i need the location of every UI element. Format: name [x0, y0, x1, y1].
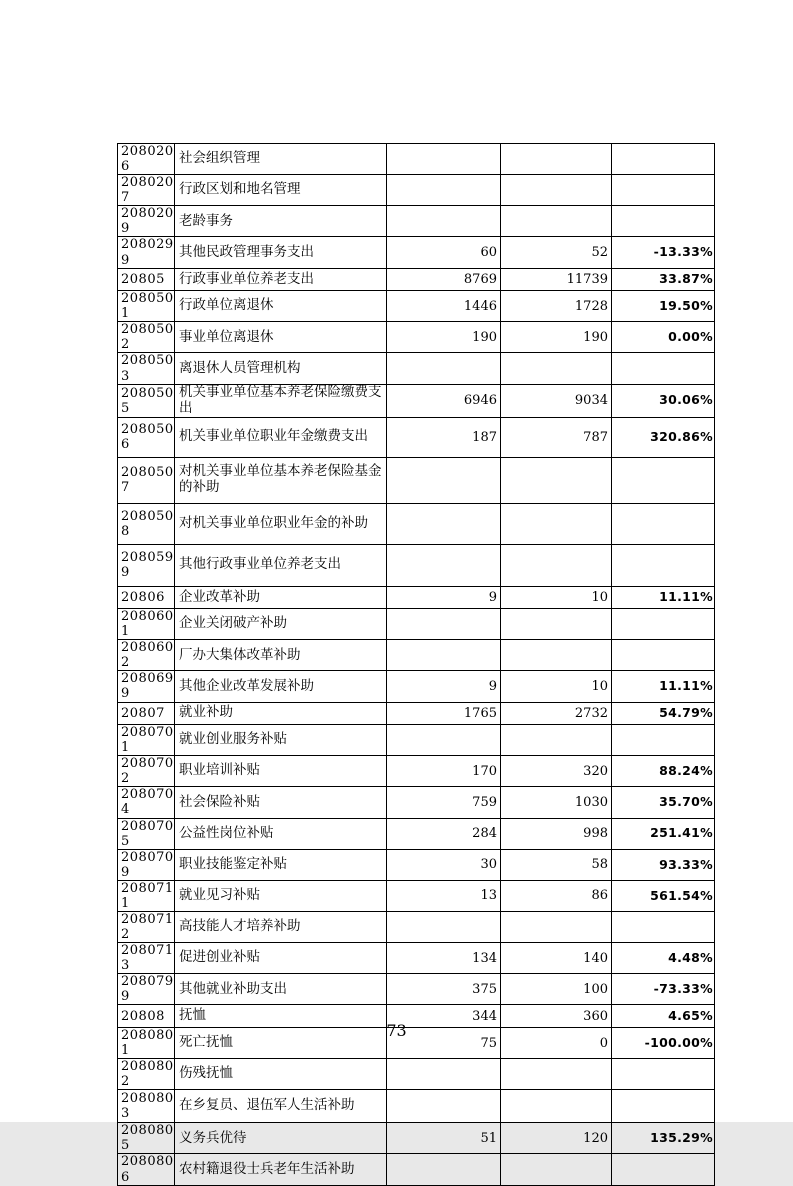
cell-code: 2080705	[118, 818, 175, 849]
cell-description: 其他就业补助支出	[175, 974, 387, 1005]
cell-code: 2080806	[118, 1154, 175, 1185]
cell-value-curr: 100	[501, 974, 612, 1005]
cell-code: 2080507	[118, 457, 175, 503]
cell-value-prev: 1765	[387, 702, 501, 725]
table-row	[118, 1090, 715, 1123]
cell-code: 20807	[118, 702, 175, 725]
cell-value-prev	[387, 206, 501, 237]
cell-change-pct	[612, 1090, 715, 1123]
cell-value-curr	[501, 609, 612, 640]
cell-change-pct: 33.87%	[612, 268, 715, 291]
cell-change-pct	[612, 353, 715, 384]
cell-value-curr: 86	[501, 880, 612, 911]
table-row	[118, 417, 715, 457]
cell-change-pct: 93.33%	[612, 849, 715, 880]
cell-change-pct: 30.06%	[612, 384, 715, 417]
cell-value-curr: 320	[501, 756, 612, 787]
cell-value-curr: 360	[501, 1005, 612, 1028]
table-row	[118, 609, 715, 640]
table-row	[118, 787, 715, 818]
table-row	[118, 586, 715, 609]
cell-code: 2080502	[118, 322, 175, 353]
cell-description: 社会组织管理	[175, 144, 387, 175]
cell-change-pct: 88.24%	[612, 756, 715, 787]
cell-value-curr	[501, 1154, 612, 1185]
cell-description: 伤残抚恤	[175, 1059, 387, 1090]
cell-description: 公益性岗位补贴	[175, 818, 387, 849]
cell-description: 机关事业单位职业年金缴费支出	[175, 417, 387, 457]
cell-change-pct: 4.65%	[612, 1005, 715, 1028]
cell-description: 促进创业补贴	[175, 943, 387, 974]
cell-value-prev: 51	[387, 1123, 501, 1154]
cell-change-pct: 561.54%	[612, 880, 715, 911]
cell-code: 2080505	[118, 384, 175, 417]
cell-value-prev: 30	[387, 849, 501, 880]
cell-change-pct	[612, 144, 715, 175]
cell-code: 2080503	[118, 353, 175, 384]
cell-description: 行政区划和地名管理	[175, 175, 387, 206]
cell-value-prev	[387, 1059, 501, 1090]
cell-description: 对机关事业单位基本养老保险基金的补助	[175, 457, 387, 503]
cell-code: 2080209	[118, 206, 175, 237]
cell-change-pct	[612, 206, 715, 237]
cell-description: 社会保险补贴	[175, 787, 387, 818]
cell-change-pct	[612, 175, 715, 206]
cell-code: 2080501	[118, 291, 175, 322]
table-row	[118, 880, 715, 911]
cell-description: 职业培训补贴	[175, 756, 387, 787]
table-row	[118, 671, 715, 702]
table-row	[118, 849, 715, 880]
cell-change-pct	[612, 1154, 715, 1185]
cell-description: 职业技能鉴定补贴	[175, 849, 387, 880]
cell-code: 2080803	[118, 1090, 175, 1123]
cell-value-curr: 1728	[501, 291, 612, 322]
table-row	[118, 1123, 715, 1154]
cell-value-curr: 120	[501, 1123, 612, 1154]
cell-value-curr: 190	[501, 322, 612, 353]
cell-description: 其他行政事业单位养老支出	[175, 544, 387, 586]
cell-change-pct: -13.33%	[612, 237, 715, 268]
cell-value-curr	[501, 1059, 612, 1090]
cell-code: 2080701	[118, 725, 175, 756]
cell-description: 行政事业单位养老支出	[175, 268, 387, 291]
cell-value-prev: 759	[387, 787, 501, 818]
page-number: 73	[386, 1021, 407, 1040]
table-row	[118, 384, 715, 417]
cell-change-pct	[612, 503, 715, 544]
cell-code: 2080599	[118, 544, 175, 586]
table-row	[118, 974, 715, 1005]
cell-value-prev: 170	[387, 756, 501, 787]
cell-change-pct	[612, 640, 715, 671]
table-row	[118, 353, 715, 384]
cell-value-curr: 787	[501, 417, 612, 457]
cell-value-prev	[387, 144, 501, 175]
cell-value-curr	[501, 353, 612, 384]
table-row	[118, 457, 715, 503]
cell-code: 2080207	[118, 175, 175, 206]
cell-value-prev	[387, 175, 501, 206]
cell-description: 老龄事务	[175, 206, 387, 237]
cell-code: 2080711	[118, 880, 175, 911]
cell-change-pct	[612, 1059, 715, 1090]
cell-value-prev: 6946	[387, 384, 501, 417]
cell-code: 2080506	[118, 417, 175, 457]
cell-value-curr	[501, 175, 612, 206]
cell-value-prev	[387, 503, 501, 544]
cell-change-pct: 11.11%	[612, 586, 715, 609]
cell-code: 2080805	[118, 1123, 175, 1154]
cell-change-pct	[612, 609, 715, 640]
cell-code: 20805	[118, 268, 175, 291]
cell-value-prev	[387, 353, 501, 384]
cell-value-curr: 998	[501, 818, 612, 849]
table-row	[118, 1059, 715, 1090]
cell-value-prev	[387, 1090, 501, 1123]
cell-code: 2080704	[118, 787, 175, 818]
cell-value-prev: 375	[387, 974, 501, 1005]
cell-value-curr: 2732	[501, 702, 612, 725]
cell-description: 行政单位离退休	[175, 291, 387, 322]
table-row	[118, 268, 715, 291]
cell-code: 2080712	[118, 912, 175, 943]
table-row	[118, 544, 715, 586]
cell-change-pct: -73.33%	[612, 974, 715, 1005]
cell-value-curr	[501, 725, 612, 756]
cell-code: 20808	[118, 1005, 175, 1028]
cell-description: 机关事业单位基本养老保险缴费支出	[175, 384, 387, 417]
cell-value-curr: 52	[501, 237, 612, 268]
table-row	[118, 1154, 715, 1185]
cell-value-curr	[501, 1090, 612, 1123]
cell-value-prev: 1446	[387, 291, 501, 322]
cell-change-pct: 4.48%	[612, 943, 715, 974]
cell-value-curr	[501, 544, 612, 586]
cell-description: 事业单位离退休	[175, 322, 387, 353]
cell-code: 20806	[118, 586, 175, 609]
cell-change-pct: 320.86%	[612, 417, 715, 457]
cell-description: 义务兵优待	[175, 1123, 387, 1154]
cell-value-prev	[387, 457, 501, 503]
cell-value-prev: 60	[387, 237, 501, 268]
cell-change-pct: -100.00%	[612, 1027, 715, 1058]
cell-description: 高技能人才培养补助	[175, 912, 387, 943]
cell-code: 2080702	[118, 756, 175, 787]
cell-code: 2080206	[118, 144, 175, 175]
cell-value-prev	[387, 609, 501, 640]
cell-value-curr: 10	[501, 586, 612, 609]
cell-value-prev: 190	[387, 322, 501, 353]
cell-change-pct: 54.79%	[612, 702, 715, 725]
cell-value-curr: 10	[501, 671, 612, 702]
cell-value-curr	[501, 144, 612, 175]
cell-description: 企业关闭破产补助	[175, 609, 387, 640]
cell-change-pct	[612, 725, 715, 756]
table-row	[118, 175, 715, 206]
table-row	[118, 756, 715, 787]
cell-change-pct	[612, 544, 715, 586]
cell-value-prev	[387, 640, 501, 671]
cell-value-prev	[387, 544, 501, 586]
cell-code: 2080709	[118, 849, 175, 880]
table-row	[118, 206, 715, 237]
cell-value-prev: 75	[387, 1027, 501, 1058]
cell-change-pct: 11.11%	[612, 671, 715, 702]
cell-description: 厂办大集体改革补助	[175, 640, 387, 671]
cell-change-pct: 135.29%	[612, 1123, 715, 1154]
cell-value-curr: 11739	[501, 268, 612, 291]
cell-code: 2080713	[118, 943, 175, 974]
cell-value-prev: 13	[387, 880, 501, 911]
cell-description: 就业见习补贴	[175, 880, 387, 911]
cell-code: 2080602	[118, 640, 175, 671]
cell-value-curr: 140	[501, 943, 612, 974]
cell-value-prev: 284	[387, 818, 501, 849]
cell-code: 2080799	[118, 974, 175, 1005]
cell-description: 对机关事业单位职业年金的补助	[175, 503, 387, 544]
cell-change-pct: 251.41%	[612, 818, 715, 849]
table-row	[118, 818, 715, 849]
cell-value-curr	[501, 640, 612, 671]
table-row	[118, 702, 715, 725]
cell-code: 2080699	[118, 671, 175, 702]
cell-value-prev: 344	[387, 1005, 501, 1028]
cell-description: 企业改革补助	[175, 586, 387, 609]
cell-description: 抚恤	[175, 1005, 387, 1028]
cell-description: 其他民政管理事务支出	[175, 237, 387, 268]
cell-value-curr: 58	[501, 849, 612, 880]
table-row	[118, 912, 715, 943]
cell-description: 农村籍退役士兵老年生活补助	[175, 1154, 387, 1185]
table-row	[118, 144, 715, 175]
cell-value-curr	[501, 912, 612, 943]
cell-code: 2080601	[118, 609, 175, 640]
cell-description: 离退休人员管理机构	[175, 353, 387, 384]
cell-value-prev: 134	[387, 943, 501, 974]
cell-change-pct: 19.50%	[612, 291, 715, 322]
cell-value-curr	[501, 457, 612, 503]
cell-value-prev: 8769	[387, 268, 501, 291]
table-row	[118, 503, 715, 544]
cell-code: 2080802	[118, 1059, 175, 1090]
cell-code: 2080299	[118, 237, 175, 268]
cell-value-curr	[501, 503, 612, 544]
cell-code: 2080801	[118, 1027, 175, 1058]
table-row	[118, 322, 715, 353]
cell-value-prev: 9	[387, 586, 501, 609]
cell-value-prev: 187	[387, 417, 501, 457]
cell-change-pct: 35.70%	[612, 787, 715, 818]
cell-value-curr	[501, 206, 612, 237]
cell-description: 其他企业改革发展补助	[175, 671, 387, 702]
cell-value-prev	[387, 912, 501, 943]
cell-value-prev	[387, 725, 501, 756]
cell-description: 就业创业服务补贴	[175, 725, 387, 756]
cell-description: 死亡抚恤	[175, 1027, 387, 1058]
cell-value-curr: 1030	[501, 787, 612, 818]
cell-value-prev: 9	[387, 671, 501, 702]
table-row	[118, 640, 715, 671]
cell-description: 就业补助	[175, 702, 387, 725]
table-row	[118, 725, 715, 756]
cell-value-curr: 0	[501, 1027, 612, 1058]
cell-change-pct	[612, 912, 715, 943]
cell-value-prev	[387, 1154, 501, 1185]
cell-code: 2080508	[118, 503, 175, 544]
table-row	[118, 943, 715, 974]
cell-change-pct	[612, 457, 715, 503]
cell-description: 在乡复员、退伍军人生活补助	[175, 1090, 387, 1123]
cell-change-pct: 0.00%	[612, 322, 715, 353]
table-row	[118, 291, 715, 322]
cell-value-curr: 9034	[501, 384, 612, 417]
table-row	[118, 237, 715, 268]
